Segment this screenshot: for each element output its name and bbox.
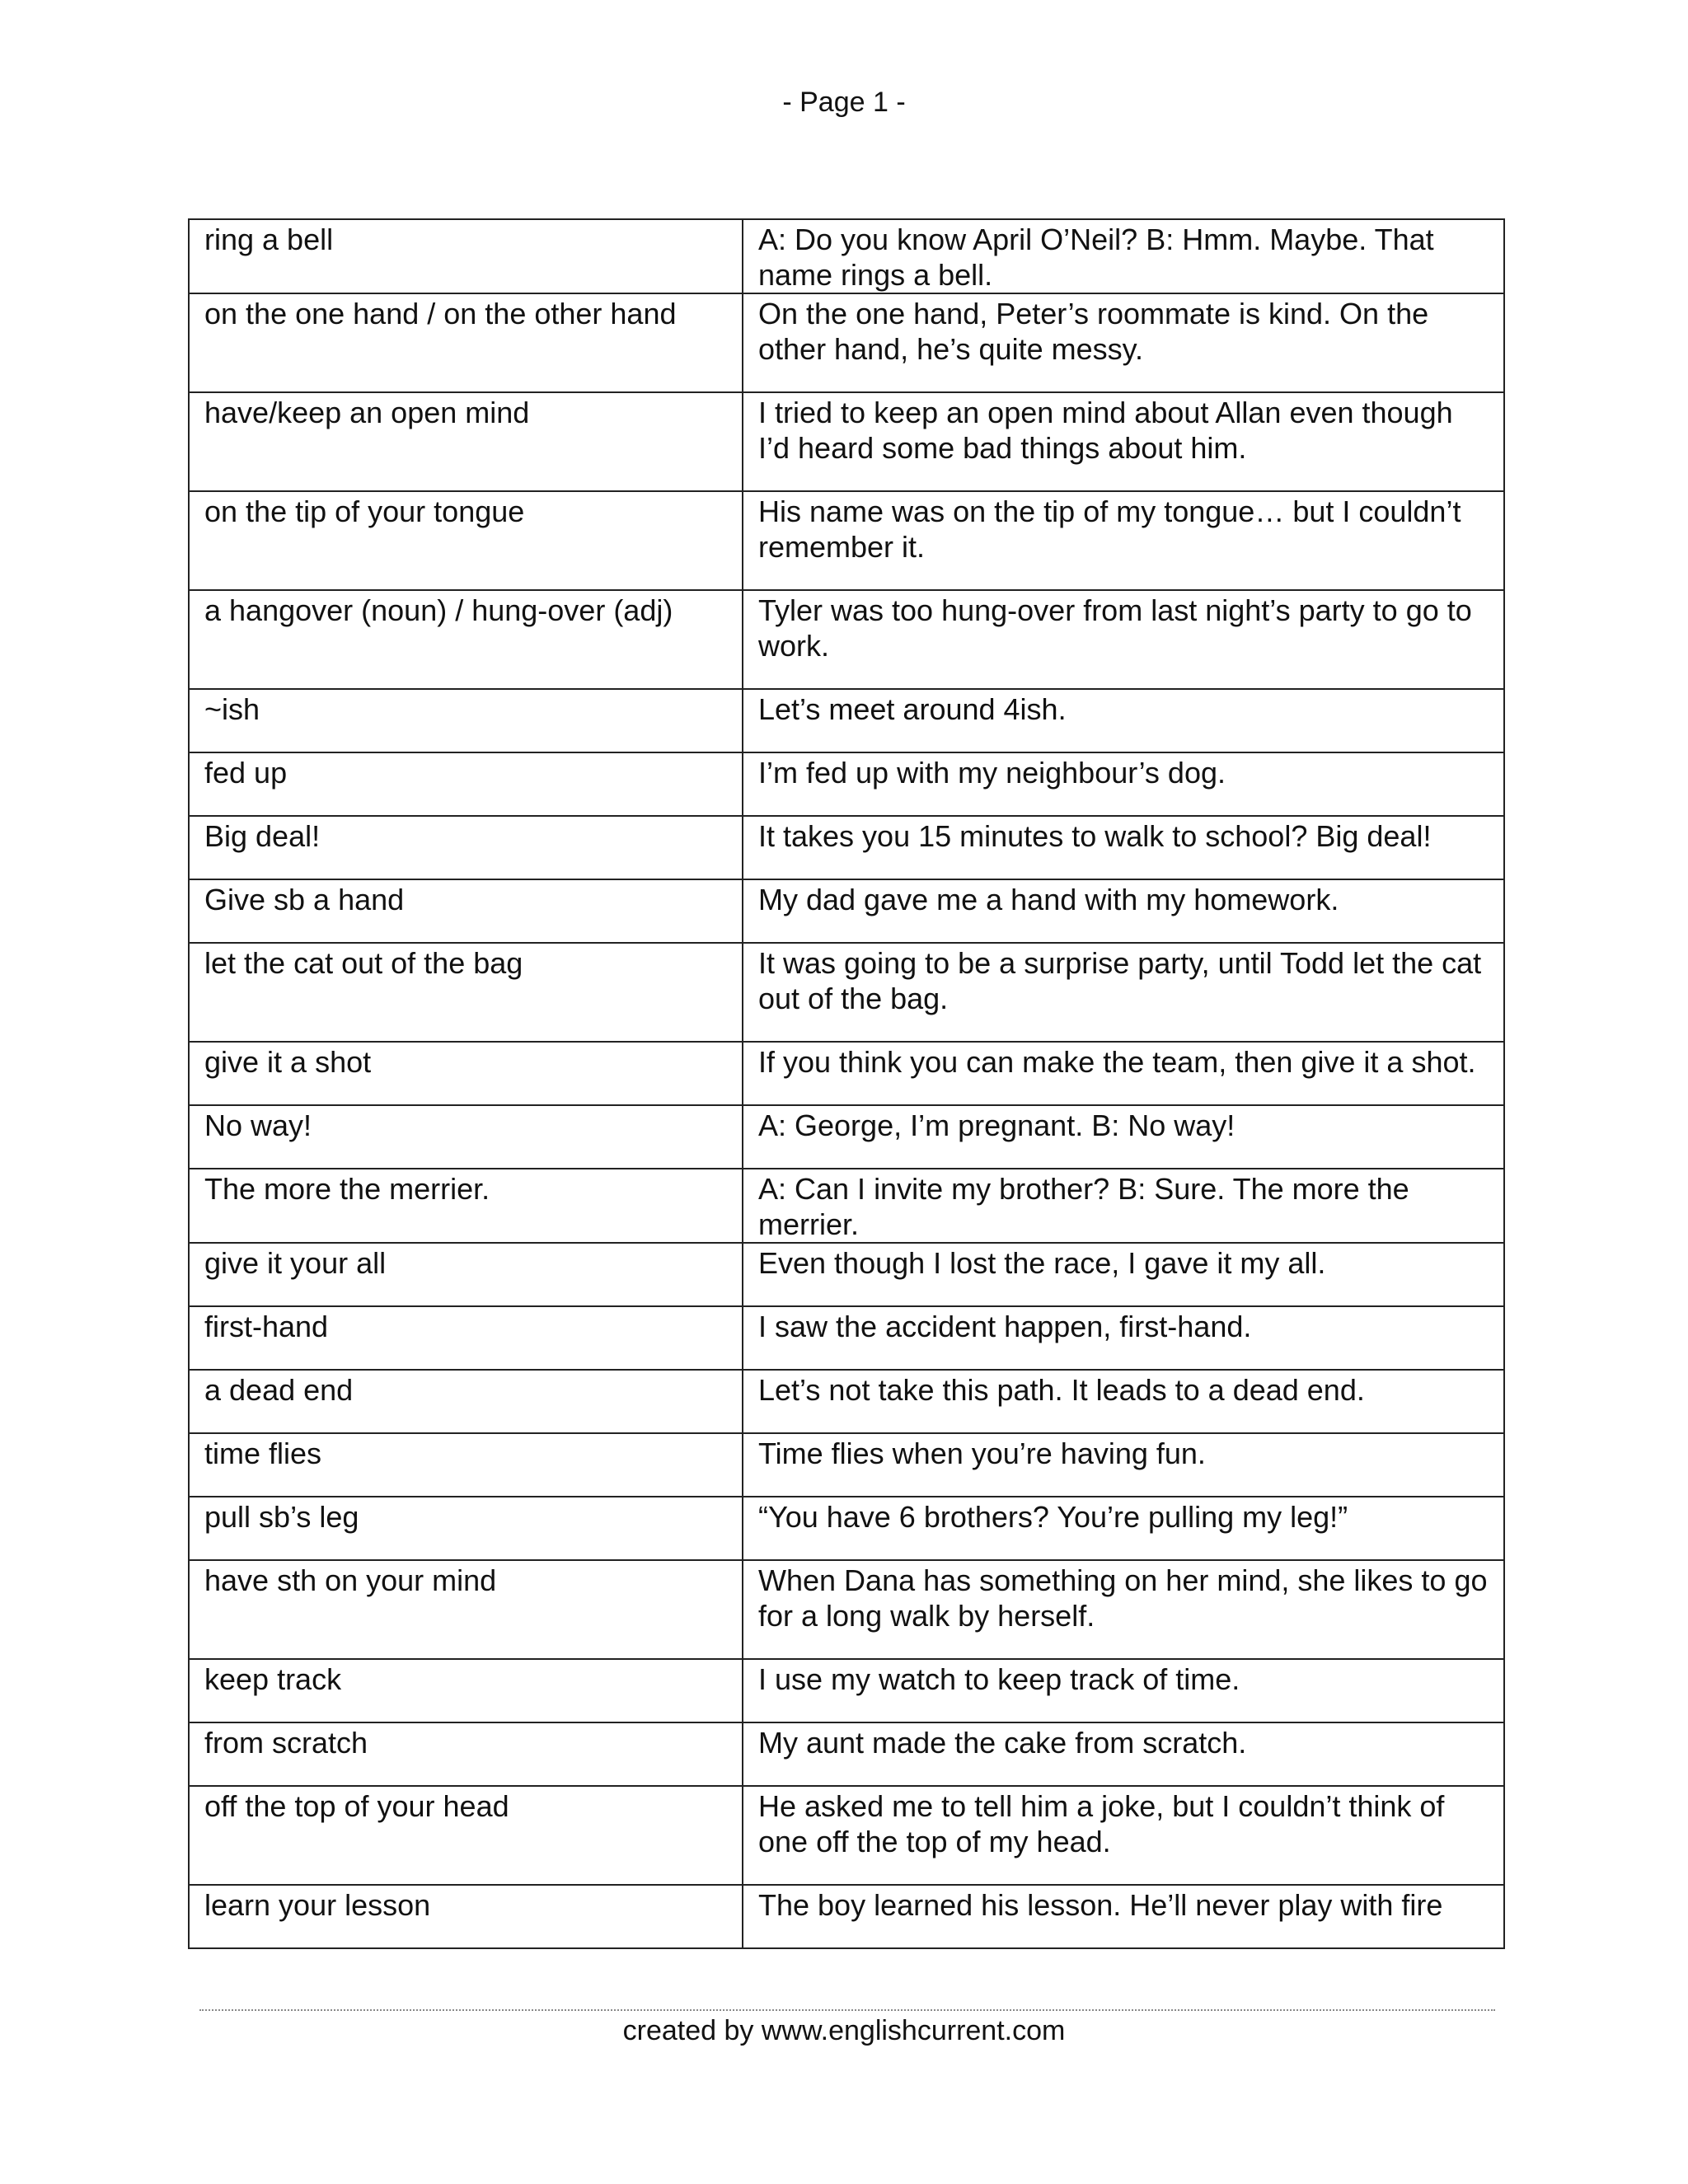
example-cell: [743, 689, 1504, 752]
idiom-text: let the cat out of the bag: [204, 946, 523, 980]
example-text: It takes you 15 minutes to walk to school? Big deal!: [758, 819, 1432, 853]
table-row: [189, 689, 1504, 752]
idiom-text: on the tip of your tongue: [204, 494, 525, 528]
footer-divider: [199, 2009, 1495, 2011]
example-cell: [743, 1370, 1504, 1433]
example-text: He asked me to tell him a joke, but I couldn’t think of one off the top of my head.: [758, 1789, 1445, 1858]
idiom-cell: [189, 1370, 743, 1433]
idiom-text: fed up: [204, 756, 288, 790]
idiom-cell: [189, 1306, 743, 1370]
example-text: My dad gave me a hand with my homework.: [758, 883, 1339, 916]
example-cell: [743, 219, 1504, 293]
idiom-text: have/keep an open mind: [204, 396, 530, 429]
table-row: [189, 1433, 1504, 1497]
example-cell: [743, 1433, 1504, 1497]
example-text: I use my watch to keep track of time.: [758, 1662, 1240, 1696]
example-text: Let’s not take this path. It leads to a dead end.: [758, 1373, 1365, 1407]
idiom-cell: [189, 879, 743, 943]
idiom-text: give it your all: [204, 1246, 387, 1280]
idiom-cell: [189, 1497, 743, 1560]
example-text: When Dana has something on her mind, she likes to go for a long walk by herself.: [758, 1563, 1488, 1633]
idiom-text: learn your lesson: [204, 1888, 431, 1922]
example-cell: [743, 1105, 1504, 1169]
table-row: [189, 1042, 1504, 1105]
example-cell: [743, 392, 1504, 491]
idiom-table: [188, 218, 1505, 1949]
table-row: [189, 1169, 1504, 1243]
example-text: “You have 6 brothers? You’re pulling my leg!”: [758, 1500, 1348, 1534]
idiom-cell: [189, 293, 743, 392]
table-row: [189, 752, 1504, 816]
table-row: [189, 1370, 1504, 1433]
idiom-text: ring a bell: [204, 223, 334, 256]
example-text: On the one hand, Peter’s roommate is kind. On the other hand, he’s quite messy.: [758, 297, 1429, 366]
idiom-cell: [189, 1243, 743, 1306]
table-row: [189, 1243, 1504, 1306]
example-cell: [743, 491, 1504, 590]
idiom-cell: [189, 491, 743, 590]
page-number: - Page 1 -: [782, 87, 906, 118]
example-cell: [743, 1560, 1504, 1659]
idiom-text: a dead end: [204, 1373, 354, 1407]
example-text: I’m fed up with my neighbour’s dog.: [758, 756, 1226, 790]
table-row: [189, 219, 1504, 293]
example-cell: [743, 1786, 1504, 1885]
example-text: Even though I lost the race, I gave it my all.: [758, 1246, 1326, 1280]
example-cell: [743, 293, 1504, 392]
table-row: [189, 1786, 1504, 1885]
idiom-cell: [189, 1433, 743, 1497]
example-text: If you think you can make the team, then give it a shot.: [758, 1045, 1476, 1079]
example-text: Let’s meet around 4ish.: [758, 692, 1067, 726]
idiom-cell: [189, 219, 743, 293]
idiom-text: pull sb’s leg: [204, 1500, 359, 1534]
table-row: [189, 879, 1504, 943]
example-text: I tried to keep an open mind about Allan even though I’d heard some bad things about him.: [758, 396, 1453, 465]
example-cell: [743, 752, 1504, 816]
idiom-cell: [189, 689, 743, 752]
table-row: [189, 816, 1504, 879]
table-row: [189, 1659, 1504, 1722]
example-text: The boy learned his lesson. He’ll never play with fire: [758, 1888, 1443, 1922]
idiom-cell: [189, 1786, 743, 1885]
idiom-text: on the one hand / on the other hand: [204, 297, 677, 330]
table-row: [189, 1306, 1504, 1370]
example-cell: [743, 1169, 1504, 1243]
table-row: [189, 1105, 1504, 1169]
table-row: [189, 293, 1504, 392]
idiom-text: first-hand: [204, 1310, 329, 1343]
idiom-cell: [189, 1659, 743, 1722]
example-text: Tyler was too hung-over from last night’s party to go to work.: [758, 593, 1472, 663]
example-text: It was going to be a surprise party, until Todd let the cat out of the bag.: [758, 946, 1482, 1015]
table-row: [189, 491, 1504, 590]
idiom-text: time flies: [204, 1436, 322, 1470]
example-cell: [743, 879, 1504, 943]
example-cell: [743, 1885, 1504, 1948]
idiom-cell: [189, 590, 743, 689]
example-text: A: George, I’m pregnant. B: No way!: [758, 1108, 1236, 1142]
footer-credit: created by www.englishcurrent.com: [622, 2015, 1066, 2046]
idiom-cell: [189, 1042, 743, 1105]
example-cell: [743, 1497, 1504, 1560]
example-cell: [743, 1306, 1504, 1370]
example-cell: [743, 816, 1504, 879]
example-text: A: Do you know April O’Neil? B: Hmm. Maybe. That name rings a bell.: [758, 223, 1434, 292]
example-cell: [743, 1722, 1504, 1786]
idiom-text: give it a shot: [204, 1045, 372, 1079]
idiom-text: a hangover (noun) / hung-over (adj): [204, 593, 673, 627]
idiom-text: keep track: [204, 1662, 342, 1696]
example-cell: [743, 943, 1504, 1042]
table-row: [189, 1497, 1504, 1560]
idiom-cell: [189, 1722, 743, 1786]
idiom-text: The more the merrier.: [204, 1172, 490, 1206]
table-row: [189, 392, 1504, 491]
example-text: My aunt made the cake from scratch.: [758, 1726, 1247, 1760]
idiom-text: Big deal!: [204, 819, 321, 853]
idiom-text: No way!: [204, 1108, 312, 1142]
idiom-cell: [189, 943, 743, 1042]
idiom-cell: [189, 816, 743, 879]
table-row: [189, 1560, 1504, 1659]
idiom-text: have sth on your mind: [204, 1563, 497, 1597]
example-text: I saw the accident happen, first-hand.: [758, 1310, 1252, 1343]
example-text: Time flies when you’re having fun.: [758, 1436, 1206, 1470]
idiom-cell: [189, 1169, 743, 1243]
idiom-text: ~ish: [204, 692, 260, 726]
example-cell: [743, 1042, 1504, 1105]
idiom-text: from scratch: [204, 1726, 368, 1760]
table-row: [189, 1885, 1504, 1948]
example-cell: [743, 1243, 1504, 1306]
table-row: [189, 590, 1504, 689]
table-row: [189, 1722, 1504, 1786]
example-text: A: Can I invite my brother? B: Sure. The more the merrier.: [758, 1172, 1409, 1241]
idiom-cell: [189, 1105, 743, 1169]
idiom-cell: [189, 392, 743, 491]
example-cell: [743, 590, 1504, 689]
idiom-cell: [189, 752, 743, 816]
idiom-text: Give sb a hand: [204, 883, 405, 916]
example-text: His name was on the tip of my tongue… but I couldn’t remember it.: [758, 494, 1461, 564]
idiom-cell: [189, 1560, 743, 1659]
idiom-text: off the top of your head: [204, 1789, 509, 1823]
example-cell: [743, 1659, 1504, 1722]
table-row: [189, 943, 1504, 1042]
idiom-cell: [189, 1885, 743, 1948]
